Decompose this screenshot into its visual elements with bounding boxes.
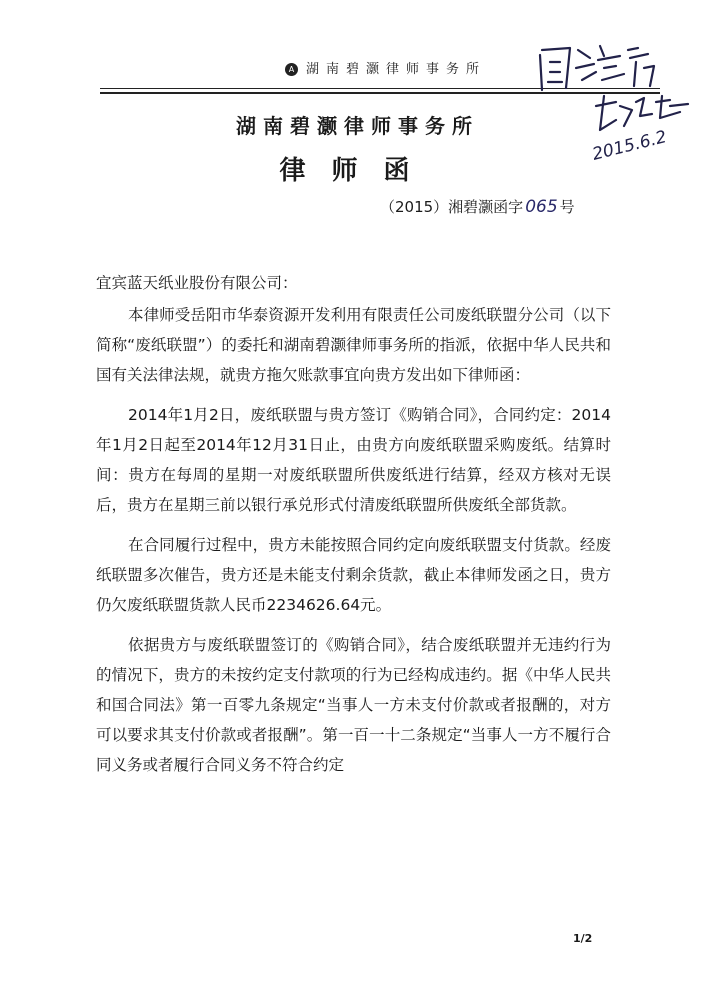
paragraph-intro: 本律师受岳阳市华泰资源开发利用有限责任公司废纸联盟分公司（以下简称“废纸联盟”）的委托和湖南碧灏律师事务所的指派，依据中华人民共和国有关法律法规，就贵方拖欠账款事宜向贵方发出如下律师函： <box>96 306 611 384</box>
ref-suffix: 号 <box>559 198 575 216</box>
firm-logo-icon: A <box>285 63 298 76</box>
page-number: 1/2 <box>573 932 593 945</box>
firm-name-heading: 湖南碧灏律师事务所 <box>236 114 479 138</box>
letterhead-firm-name: 湖南碧灏律师事务所 <box>305 62 486 77</box>
paragraph-legal-basis: 依据贵方与废纸联盟签订的《购销合同》，结合废纸联盟并无违约行为的情况下，贵方的未按约定支付款项的行为已经构成违约。据《中华人民共和国合同法》第一百零九条规定“当事人一方未支付价款或者报酬的，对方可以要求其支付价款或者报酬”。第一百一十二条规定“当事人一方不履行合同义务或者履行合同义务不符合约定 <box>96 636 611 774</box>
letter-body <box>96 268 611 780</box>
document-title: 律师函 <box>279 156 436 186</box>
ref-prefix: （2015）湘碧灏函字 <box>380 198 524 216</box>
paragraph-contract: 2014年1月2日，废纸联盟与贵方签订《购销合同》，合同约定：2014年1月2日起至2014年12月31日止，由贵方向废纸联盟采购废纸。结算时间：贵方在每周的星期一对废纸联盟所供废纸进行结算，经双方核对无误后，贵方在星期三前以银行承兑形式付清废纸联盟所供废纸全部货款。 <box>96 406 611 514</box>
reference-number <box>380 196 575 217</box>
signature-date: 2015.6.2 <box>590 127 669 165</box>
ref-handwritten-number: 065 <box>525 197 558 217</box>
salutation: 宜宾蓝天纸业股份有限公司： <box>96 274 298 292</box>
paragraph-default: 在合同履行过程中，贵方未能按照合同约定向废纸联盟支付货款。经废纸联盟多次催告，贵方还是未能支付剩余货款，截止本律师发函之日，贵方仍欠废纸联盟货款人民币2234626.64元。 <box>96 536 611 614</box>
